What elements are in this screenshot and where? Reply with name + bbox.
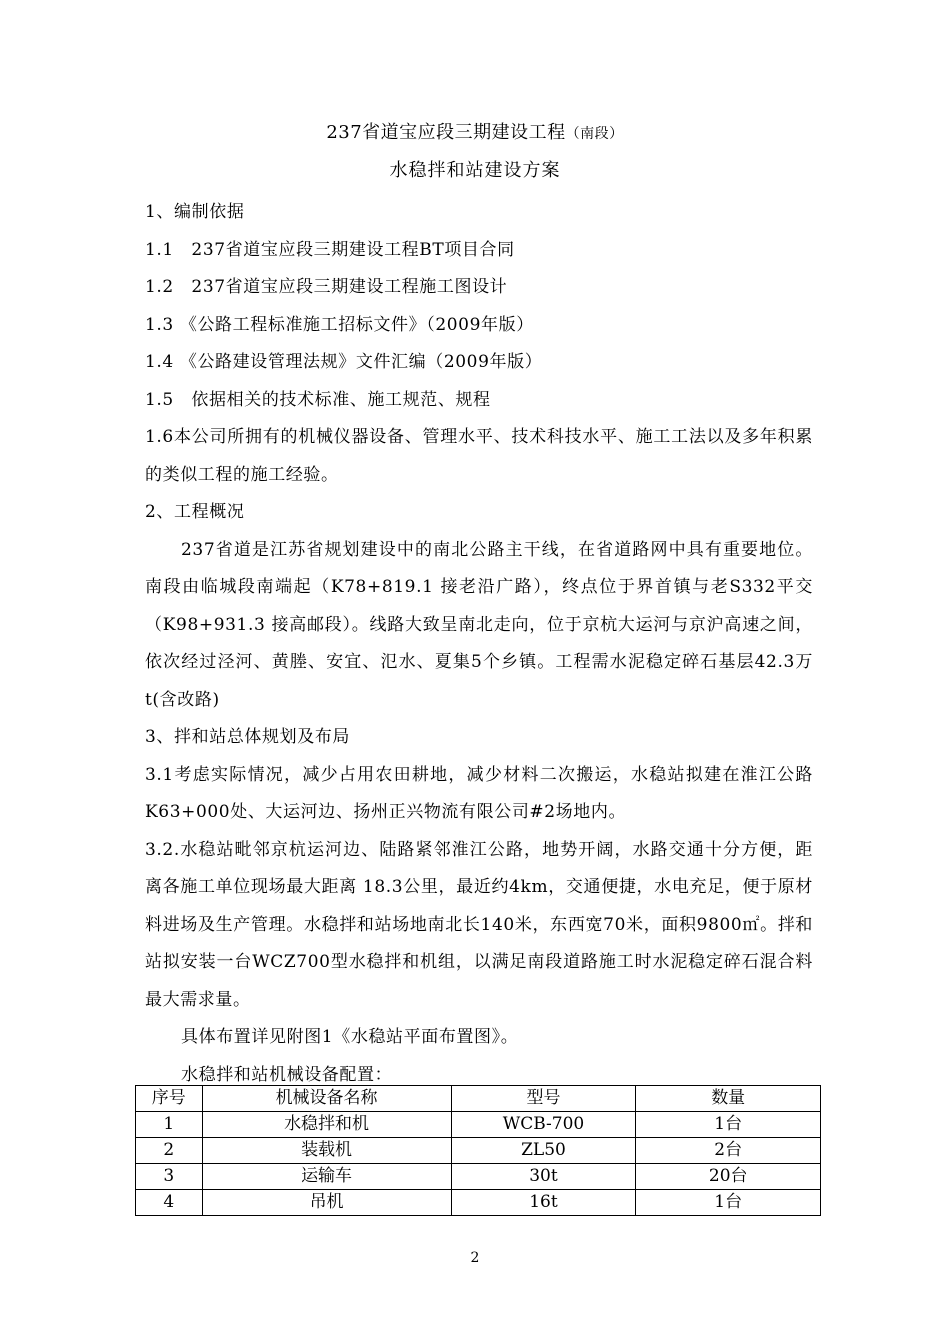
document-body — [145, 194, 813, 1094]
cell-name: 水稳拌和机 — [202, 1112, 451, 1138]
document-title — [0, 120, 950, 147]
section-2-heading: 2、工程概况 — [145, 502, 245, 522]
col-header-name: 机械设备名称 — [202, 1086, 451, 1112]
col-header-model: 型号 — [451, 1086, 636, 1112]
equipment-caption: 水稳拌和站机械设备配置： — [181, 1064, 393, 1085]
project-overview-paragraph: 237省道是江苏省规划建设中的南北公路主干线，在省道路网中具有重要地位。南段由临城段南端起（K78+819.1 接老沿广路），终点位于界首镇与老S332平交（K98+931.3 接高邮段）。线路大致呈南北走向，位于京杭大运河与京沪高速之间，依次经过泾河、黄塍、安宜、氾水、夏集5个乡镇。工程需水泥稳定碎石基层42.3万t(含改路) — [145, 539, 813, 710]
title-suffix: （南段） — [565, 126, 624, 142]
cell-name: 运输车 — [202, 1164, 451, 1190]
table-row — [136, 1164, 821, 1190]
table-row — [136, 1112, 821, 1138]
basis-item-1-1: 1.1 237省道宝应段三期建设工程BT项目合同 — [145, 239, 515, 260]
layout-reference: 具体布置详见附图1《水稳站平面布置图》。 — [181, 1027, 519, 1047]
cell-name: 吊机 — [202, 1190, 451, 1216]
cell-qty: 20台 — [636, 1164, 821, 1190]
equipment-table — [135, 1085, 821, 1216]
cell-model: 16t — [451, 1190, 636, 1216]
cell-seq: 2 — [136, 1138, 203, 1164]
cell-model: WCB-700 — [451, 1112, 636, 1138]
section-1-heading: 1、编制依据 — [145, 202, 245, 222]
title-main: 237省道宝应段三期建设工程 — [326, 122, 566, 143]
cell-seq: 4 — [136, 1190, 203, 1216]
cell-model: ZL50 — [451, 1138, 636, 1164]
section-3-heading: 3、拌和站总体规划及布局 — [145, 727, 351, 747]
cell-seq: 3 — [136, 1164, 203, 1190]
page-number: 2 — [470, 1250, 480, 1266]
cell-qty: 1台 — [636, 1112, 821, 1138]
cell-name: 装载机 — [202, 1138, 451, 1164]
basis-item-1-4: 1.4 《公路建设管理法规》文件汇编（2009年版） — [145, 352, 543, 372]
cell-model: 30t — [451, 1164, 636, 1190]
basis-item-1-2: 1.2 237省道宝应段三期建设工程施工图设计 — [145, 277, 508, 297]
cell-qty: 1台 — [636, 1190, 821, 1216]
basis-item-1-3: 1.3 《公路工程标准施工招标文件》（2009年版） — [145, 314, 534, 335]
col-header-qty: 数量 — [636, 1086, 821, 1112]
plan-item-3-1: 3.1考虑实际情况，减少占用农田耕地，减少材料二次搬运，水稳站拟建在淮江公路K63+000处、大运河边、扬州正兴物流有限公司#2场地内。 — [145, 764, 813, 822]
basis-item-1-5: 1.5 依据相关的技术标准、施工规范、规程 — [145, 389, 491, 410]
table-row — [136, 1190, 821, 1216]
document-subtitle: 水稳拌和站建设方案 — [389, 160, 561, 181]
cell-seq: 1 — [136, 1112, 203, 1138]
table-header-row — [136, 1086, 821, 1112]
cell-qty: 2台 — [636, 1138, 821, 1164]
plan-item-3-2: 3.2.水稳站毗邻京杭运河边、陆路紧邻淮江公路，地势开阔，水路交通十分方便，距离各施工单位现场最大距离 18.3公里，最近约4km，交通便捷，水电充足，便于原材料进场及生产管理。水稳拌和站场地南北长140米，东西宽70米，面积9800㎡。拌和站拟安装一台WCZ700型水稳拌和机组，以满足南段道路施工时水泥稳定碎石混合料最大需求量。 — [145, 839, 813, 1010]
basis-item-1-6: 1.6本公司所拥有的机械仪器设备、管理水平、技术科技水平、施工工法以及多年积累的类似工程的施工经验。 — [145, 427, 813, 485]
table-row — [136, 1138, 821, 1164]
col-header-seq: 序号 — [136, 1086, 203, 1112]
